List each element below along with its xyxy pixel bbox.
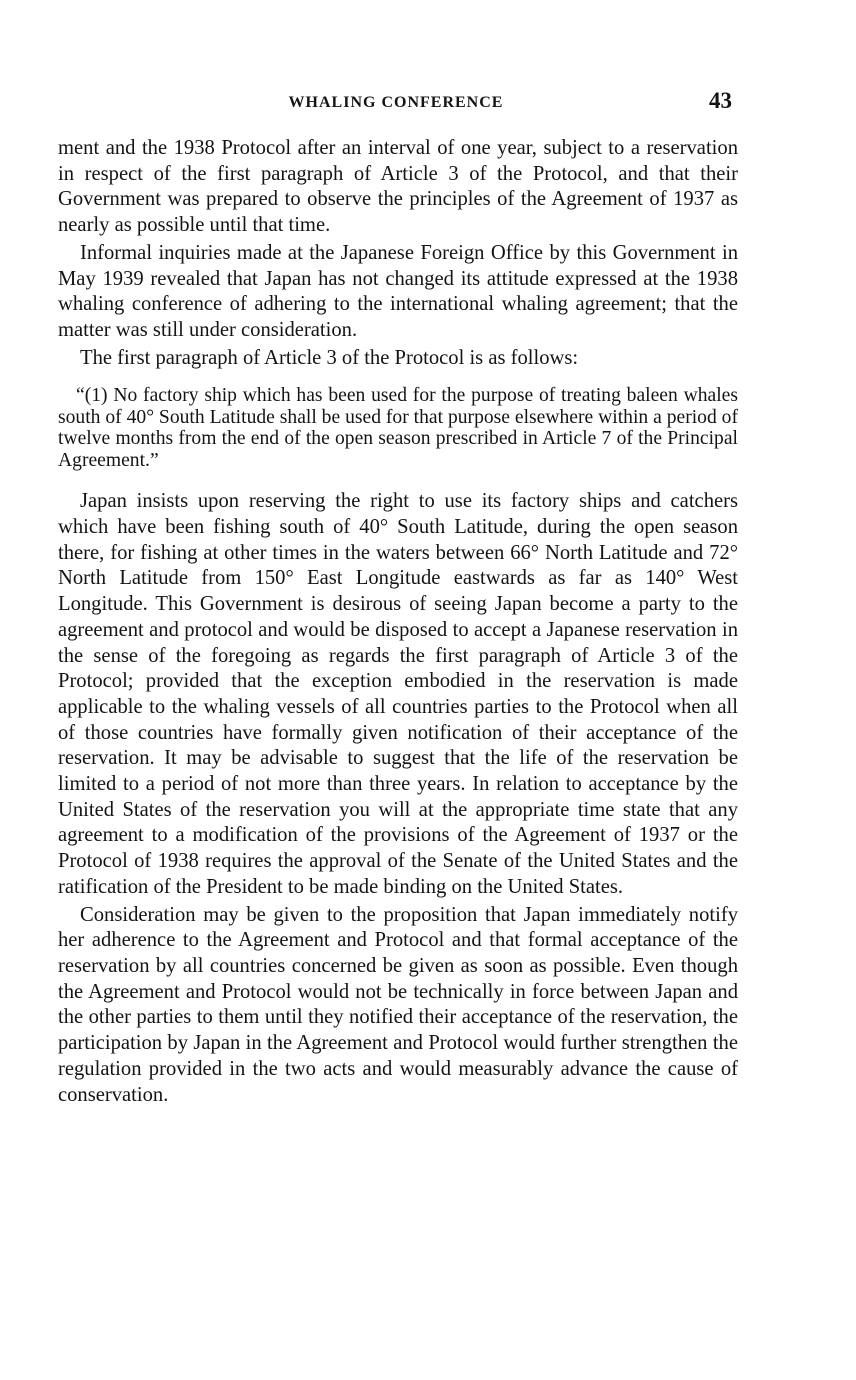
block-quote-article-3: [58, 385, 738, 471]
paragraph-consideration: Consideration may be given to the proposition that Japan immediately notify her adherence to the Agreement and Protocol and that formal acceptance of the reservation by all countries concerned be given as soon as possible. Even though the Agreement and Protocol would not be technically in force between Japan and the other parties to them until they notified their acceptance of the reservation, the participation by Japan in the Agreement and Protocol would further strengthen the regulation provided in the two acts and would measurably advance the cause of conservation.: [58, 903, 738, 1106]
paragraph-informal-inquiries: Informal inquiries made at the Japanese Foreign Office by this Government in May 1939 revealed that Japan has not changed its attitude expressed at the 1938 whaling conference of adhering to the international whaling agreement; that the matter was still under consideration.: [58, 241, 738, 341]
paragraph-article-intro: The first paragraph of Article 3 of the Protocol is as follows:: [80, 346, 579, 369]
running-head: WHALING CONFERENCE: [288, 94, 504, 111]
paragraph-japan-insists: Japan insists upon reserving the right to use its factory ships and catchers which have been fishing south of 40° South Latitude, during the open season there, for fishing at other times in the waters between 66° North Latitude and 72° North Latitude from 150° East Longitude eastwards as far as 140° West Longitude. This Government is desirous of seeing Japan become a party to the agreement and protocol and would be disposed to accept a Japanese reservation in the sense of the foregoing as regards the first paragraph of Article 3 of the Protocol; provided that the exception embodied in the reservation is made applicable to the whaling vessels of all countries parties to the Protocol when all of those countries have formally given notification of their acceptance of the reservation. It may be advisable to suggest that the life of the reservation be limited to a period of not more than three years. In relation to acceptance by the United States of the reservation you will at the appropriate time state that any agreement to a modification of the provisions of the Agreement of 1937 or the Protocol of 1938 requires the approval of the Senate of the United States and the ratification of the President to be made binding on the United States.: [58, 490, 738, 898]
page-header: [60, 88, 732, 118]
quote-text: “(1) No factory ship which has been used for the purpose of treating baleen whales south of 40° South Latitude shall be used for that purpose elsewhere within a period of twelve months from the end of the open season prescribed in Article 7 of the Principal Agreement.”: [58, 385, 738, 471]
body-text: [58, 136, 738, 1108]
page-number: 43: [709, 88, 732, 113]
paragraph-continuation: ment and the 1938 Protocol after an interval of one year, subject to a reservation in respect of the first paragraph of Article 3 of the Protocol, and that their Government was prepared to observe the principles of the Agreement of 1937 as nearly as possible until that time.: [58, 137, 738, 237]
